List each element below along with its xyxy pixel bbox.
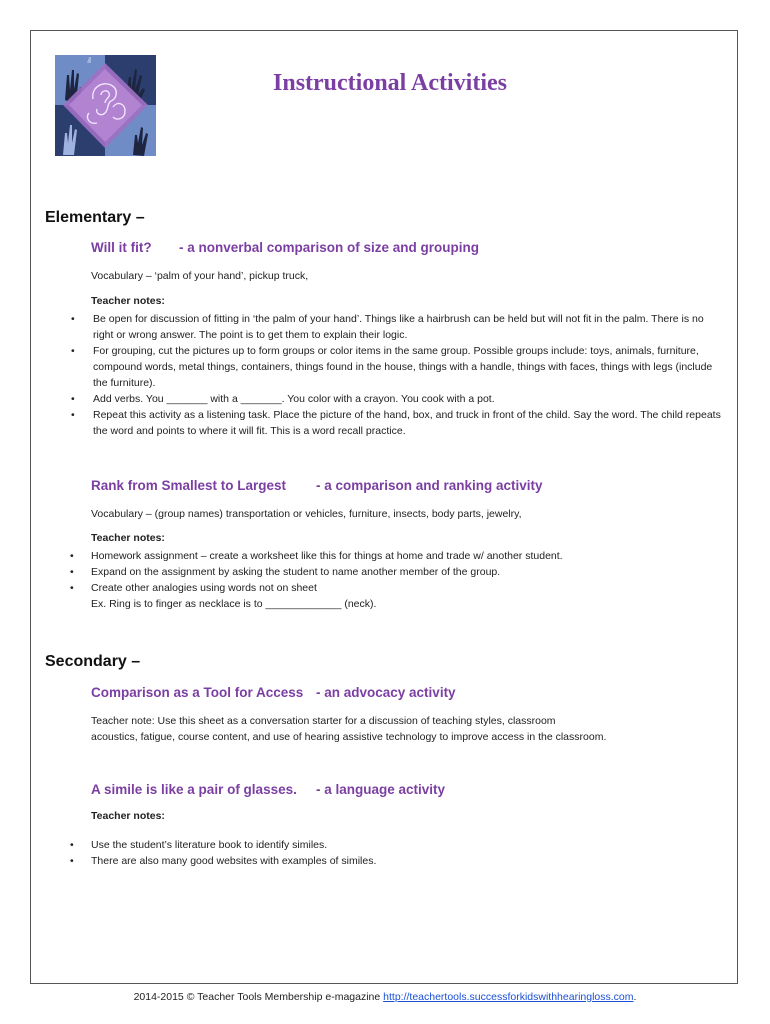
bullet-icon: • [71, 313, 75, 325]
activity-description: - a language activity [316, 782, 446, 797]
bullet-icon: • [71, 345, 75, 357]
list-item: • For grouping, cut the pictures up to form groups or color items in the same group. Possible groups include: toys, animals, furniture, compound words, metal things, containers, things found in the house, things with a handle, things with faces, things with legs (include the furniture). [71, 345, 713, 389]
activity-description: - a comparison and ranking activity [316, 478, 543, 493]
teacher-note-line: acoustics, fatigue, course content, and use of hearing assistive technology to improve access in the classroom. [91, 731, 607, 743]
activity-comparison-tool-access [91, 685, 456, 700]
bullet-icon: • [70, 550, 74, 562]
hands-ear-logo-icon [55, 55, 156, 156]
activity-title: A simile is like a pair of glasses. [91, 782, 297, 797]
activity-title: Rank from Smallest to Largest [91, 478, 287, 493]
bullet-icon: • [70, 566, 74, 578]
bullet-icon: • [70, 855, 74, 867]
list-item: • Repeat this activity as a listening task. Place the picture of the hand, box, and truck in front of the child. Say the word. The child repeats the word and points to where it will fit. This is a word recall practice. [71, 409, 721, 437]
activity-description: - a nonverbal comparison of size and grouping [179, 240, 480, 255]
secondary-heading: Secondary – [45, 653, 141, 670]
list-item-example: Ex. Ring is to finger as necklace is to _____________ (neck). [91, 598, 377, 610]
activity-description: - an advocacy activity [316, 685, 456, 700]
footer-end: . [633, 991, 637, 1003]
bullet-icon: • [71, 393, 75, 405]
footer-text: 2014-2015 © Teacher Tools Membership e-magazine [133, 991, 384, 1003]
teacher-notes-list [70, 548, 721, 612]
footer-link[interactable]: http://teachertools.successforkidswithhearingloss.com [383, 991, 634, 1003]
list-item: • Be open for discussion of fitting in ‘the palm of your hand’. Things like a hairbrush can be held but will not fit in the palm. There is no right or wrong answer. The point is to get them to explain their logic. [71, 313, 704, 341]
activity-title: Will it fit? [91, 240, 152, 255]
activity-title: Comparison as a Tool for Access [91, 685, 304, 700]
footer [0, 991, 770, 1003]
teacher-notes-list [70, 837, 721, 869]
page-title: Instructional Activities [273, 70, 507, 96]
list-item: • Add verbs. You _______ with a _______. You color with a crayon. You cook with a pot. [71, 393, 495, 405]
activity-rank-smallest-largest [91, 478, 543, 493]
activity-will-it-fit [91, 240, 480, 255]
activity-simile [91, 782, 446, 797]
bullet-icon: • [70, 582, 74, 594]
teacher-note-line: Teacher note: Use this sheet as a conversation starter for a discussion of teaching styles, classroom [91, 715, 556, 727]
teacher-notes-label: Teacher notes: [91, 532, 165, 544]
list-item: • Use the student’s literature book to identify similes. [70, 839, 328, 851]
list-item: • Create other analogies using words not on sheet [70, 582, 317, 594]
bullet-icon: • [71, 409, 75, 421]
vocabulary-line: Vocabulary – ‘palm of your hand’, pickup truck, [91, 270, 309, 282]
bullet-icon: • [70, 839, 74, 851]
vocabulary-line: Vocabulary – (group names) transportation or vehicles, furniture, insects, body parts, jewelry, [91, 508, 522, 520]
list-item: • Homework assignment – create a worksheet like this for things at home and trade w/ another student. [70, 550, 563, 562]
list-item: • Expand on the assignment by asking the student to name another member of the group. [70, 566, 501, 578]
elementary-heading: Elementary – [45, 209, 145, 226]
list-item: • There are also many good websites with examples of similes. [70, 855, 377, 867]
teacher-notes-label: Teacher notes: [91, 295, 165, 307]
teacher-notes-list [71, 311, 721, 439]
teacher-notes-label: Teacher notes: [91, 810, 165, 822]
